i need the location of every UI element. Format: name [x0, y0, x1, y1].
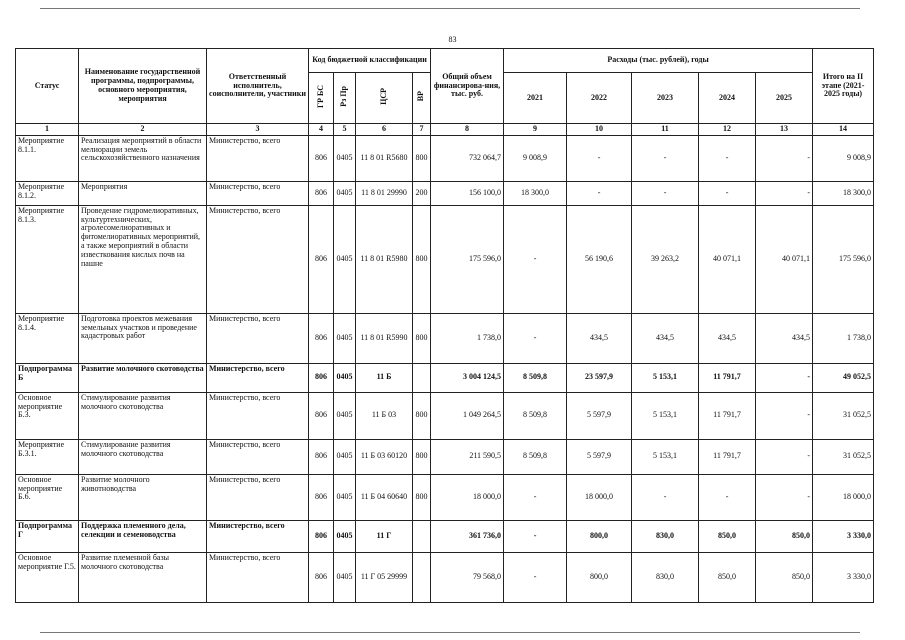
row-rzpr: 0405 [334, 392, 356, 439]
row-year-2022: 800,0 [567, 552, 632, 602]
row-year-2022: 5 597,9 [567, 392, 632, 439]
table-row [16, 135, 874, 181]
table-row [16, 363, 874, 392]
row-csr: 11 8 01 R5680 [356, 135, 413, 181]
row-year-2022: 56 190,6 [567, 205, 632, 313]
row-year-2022: 434,5 [567, 313, 632, 363]
row-rzpr: 0405 [334, 313, 356, 363]
header-grbs: ГР БС [315, 85, 325, 109]
row-year-2021: 9 008,9 [504, 135, 567, 181]
row-rzpr: 0405 [334, 135, 356, 181]
row-vr: 800 [413, 439, 431, 474]
header-year-2025: 2025 [756, 73, 813, 124]
row-name: Стимулирование развития молочного скотоводства [79, 392, 207, 439]
bottom-edge-line [40, 632, 860, 633]
header-stage-total: Итого на II этапе (2021-2025 годы) [813, 49, 874, 124]
row-vr: 800 [413, 135, 431, 181]
budget-table [15, 48, 874, 603]
row-responsible: Министерство, всего [207, 392, 309, 439]
row-vr [413, 520, 431, 552]
header-csr: ЦСР [378, 88, 388, 106]
row-rzpr: 0405 [334, 474, 356, 520]
row-name: Развитие племенной базы молочного скотоводства [79, 552, 207, 602]
row-csr: 11 8 01 R5980 [356, 205, 413, 313]
row-year-2023: 5 153,1 [632, 439, 699, 474]
row-year-2025: 850,0 [756, 520, 813, 552]
row-total: 211 590,5 [431, 439, 504, 474]
row-responsible: Министерство, всего [207, 313, 309, 363]
row-vr: 800 [413, 474, 431, 520]
row-year-2023: 830,0 [632, 520, 699, 552]
row-year-2021: - [504, 313, 567, 363]
row-stage-total: 31 052,5 [813, 439, 874, 474]
row-grbs: 806 [309, 439, 334, 474]
row-rzpr: 0405 [334, 205, 356, 313]
column-index: 12 [699, 124, 756, 136]
row-responsible: Министерство, всего [207, 135, 309, 181]
row-status: Мероприятие 8.1.1. [16, 135, 79, 181]
row-csr: 11 Б [356, 363, 413, 392]
row-responsible: Министерство, всего [207, 363, 309, 392]
row-responsible: Министерство, всего [207, 474, 309, 520]
row-grbs: 806 [309, 135, 334, 181]
row-status: Основное мероприятие Г.5. [16, 552, 79, 602]
row-year-2021: - [504, 205, 567, 313]
row-year-2024: 434,5 [699, 313, 756, 363]
row-year-2025: - [756, 135, 813, 181]
row-name: Развитие молочного скотоводства [79, 363, 207, 392]
header-grbs-cell [309, 73, 334, 124]
table-row [16, 392, 874, 439]
header-year-2022: 2022 [567, 73, 632, 124]
row-name: Проведение гидромелиоративных, культуртехнических, агролесомелиоративных и фитомелиоративных мероприятий, а также мероприятий в области известкования кислых почв на пашне [79, 205, 207, 313]
row-grbs: 806 [309, 205, 334, 313]
column-index: 6 [356, 124, 413, 136]
row-year-2021: 8 509,8 [504, 363, 567, 392]
row-year-2021: 18 300,0 [504, 181, 567, 205]
row-year-2023: - [632, 181, 699, 205]
row-year-2022: - [567, 181, 632, 205]
row-total: 175 596,0 [431, 205, 504, 313]
row-csr: 11 Г 05 29999 [356, 552, 413, 602]
row-year-2021: 8 509,8 [504, 392, 567, 439]
row-stage-total: 175 596,0 [813, 205, 874, 313]
row-vr [413, 552, 431, 602]
row-year-2024: - [699, 474, 756, 520]
row-name: Подготовка проектов межевания земельных участков и проведение кадастровых работ [79, 313, 207, 363]
row-stage-total: 1 738,0 [813, 313, 874, 363]
row-year-2021: 8 509,8 [504, 439, 567, 474]
row-year-2025: 434,5 [756, 313, 813, 363]
row-year-2024: 11 791,7 [699, 363, 756, 392]
row-grbs: 806 [309, 552, 334, 602]
column-index: 10 [567, 124, 632, 136]
row-year-2023: - [632, 474, 699, 520]
column-index: 13 [756, 124, 813, 136]
row-year-2025: - [756, 392, 813, 439]
column-index: 4 [309, 124, 334, 136]
row-name: Стимулирование развития молочного скотоводства [79, 439, 207, 474]
row-year-2025: - [756, 474, 813, 520]
header-status: Статус [16, 49, 79, 124]
header-vr: ВР [416, 91, 426, 102]
header-rzpr: Рз Пр [339, 86, 349, 107]
row-rzpr: 0405 [334, 181, 356, 205]
row-grbs: 806 [309, 474, 334, 520]
header-year-2021: 2021 [504, 73, 567, 124]
row-csr: 11 Б 04 60640 [356, 474, 413, 520]
row-status: Основное мероприятие Б.3. [16, 392, 79, 439]
column-index: 2 [79, 124, 207, 136]
row-year-2024: 850,0 [699, 520, 756, 552]
page-number: 83 [448, 35, 457, 44]
row-year-2024: - [699, 181, 756, 205]
header-expenses: Расходы (тыс. рублей), годы [504, 49, 813, 73]
row-year-2024: - [699, 135, 756, 181]
row-stage-total: 3 330,0 [813, 552, 874, 602]
row-vr [413, 363, 431, 392]
row-vr: 800 [413, 205, 431, 313]
table-body [16, 135, 874, 602]
row-status: Мероприятие 8.1.2. [16, 181, 79, 205]
row-responsible: Министерство, всего [207, 181, 309, 205]
column-index: 14 [813, 124, 874, 136]
row-year-2021: - [504, 474, 567, 520]
column-index: 7 [413, 124, 431, 136]
row-grbs: 806 [309, 363, 334, 392]
header-total-volume: Общий объем финансирова-ния, тыс. руб. [431, 49, 504, 124]
header-vr-cell [413, 73, 431, 124]
row-grbs: 806 [309, 181, 334, 205]
row-csr: 11 Г [356, 520, 413, 552]
row-year-2024: 11 791,7 [699, 392, 756, 439]
row-responsible: Министерство, всего [207, 205, 309, 313]
row-year-2021: - [504, 552, 567, 602]
row-grbs: 806 [309, 313, 334, 363]
table-row [16, 313, 874, 363]
row-grbs: 806 [309, 392, 334, 439]
row-year-2023: 830,0 [632, 552, 699, 602]
row-year-2023: 434,5 [632, 313, 699, 363]
row-year-2022: - [567, 135, 632, 181]
row-csr: 11 Б 03 [356, 392, 413, 439]
header-rzpr-cell [334, 73, 356, 124]
header-responsible: Ответственный исполнитель, соисполнители, участники [207, 49, 309, 124]
row-name: Реализация мероприятий в области мелиорации земель сельскохозяйственного назначения [79, 135, 207, 181]
column-index: 9 [504, 124, 567, 136]
row-total: 361 736,0 [431, 520, 504, 552]
row-stage-total: 31 052,5 [813, 392, 874, 439]
row-status: Подпрограмма Б [16, 363, 79, 392]
row-rzpr: 0405 [334, 439, 356, 474]
row-status: Мероприятие 8.1.4. [16, 313, 79, 363]
row-grbs: 806 [309, 520, 334, 552]
row-year-2022: 23 597,9 [567, 363, 632, 392]
row-year-2022: 800,0 [567, 520, 632, 552]
header-year-2023: 2023 [632, 73, 699, 124]
row-year-2023: 5 153,1 [632, 392, 699, 439]
row-status: Мероприятие Б.3.1. [16, 439, 79, 474]
row-year-2024: 11 791,7 [699, 439, 756, 474]
row-total: 79 568,0 [431, 552, 504, 602]
row-responsible: Министерство, всего [207, 552, 309, 602]
table-row [16, 439, 874, 474]
row-year-2024: 40 071,1 [699, 205, 756, 313]
row-csr: 11 Б 03 60120 [356, 439, 413, 474]
row-vr: 800 [413, 392, 431, 439]
column-index: 5 [334, 124, 356, 136]
row-stage-total: 49 052,5 [813, 363, 874, 392]
row-year-2021: - [504, 520, 567, 552]
row-year-2025: 850,0 [756, 552, 813, 602]
row-year-2025: - [756, 181, 813, 205]
row-total: 3 004 124,5 [431, 363, 504, 392]
row-vr: 200 [413, 181, 431, 205]
column-index: 8 [431, 124, 504, 136]
header-name: Наименование государственной программы, подпрограммы, основного мероприятия, мероприятия [79, 49, 207, 124]
table-row [16, 474, 874, 520]
row-year-2025: 40 071,1 [756, 205, 813, 313]
row-year-2024: 850,0 [699, 552, 756, 602]
row-vr: 800 [413, 313, 431, 363]
row-responsible: Министерство, всего [207, 520, 309, 552]
header-csr-cell [356, 73, 413, 124]
row-stage-total: 9 008,9 [813, 135, 874, 181]
row-stage-total: 3 330,0 [813, 520, 874, 552]
row-stage-total: 18 300,0 [813, 181, 874, 205]
row-total: 1 049 264,5 [431, 392, 504, 439]
row-name: Развитие молочного животноводства [79, 474, 207, 520]
column-index: 11 [632, 124, 699, 136]
table-row [16, 520, 874, 552]
row-year-2023: 39 263,2 [632, 205, 699, 313]
header-year-2024: 2024 [699, 73, 756, 124]
row-year-2023: 5 153,1 [632, 363, 699, 392]
row-year-2022: 5 597,9 [567, 439, 632, 474]
row-name: Мероприятия [79, 181, 207, 205]
row-csr: 11 8 01 R5990 [356, 313, 413, 363]
top-edge-line [40, 8, 860, 9]
table-row [16, 552, 874, 602]
row-status: Мероприятие 8.1.3. [16, 205, 79, 313]
row-year-2023: - [632, 135, 699, 181]
row-name: Поддержка племенного дела, селекции и семеноводства [79, 520, 207, 552]
column-index-row [16, 124, 874, 136]
row-rzpr: 0405 [334, 520, 356, 552]
column-index: 1 [16, 124, 79, 136]
table-row [16, 181, 874, 205]
row-year-2022: 18 000,0 [567, 474, 632, 520]
row-stage-total: 18 000,0 [813, 474, 874, 520]
header-row-top [16, 49, 874, 73]
row-year-2025: - [756, 363, 813, 392]
table-row [16, 205, 874, 313]
header-budget-code: Код бюджетной классификации [309, 49, 431, 73]
row-status: Основное мероприятие Б.6. [16, 474, 79, 520]
row-total: 1 738,0 [431, 313, 504, 363]
row-total: 18 000,0 [431, 474, 504, 520]
row-total: 732 064,7 [431, 135, 504, 181]
row-total: 156 100,0 [431, 181, 504, 205]
row-rzpr: 0405 [334, 552, 356, 602]
column-index: 3 [207, 124, 309, 136]
row-responsible: Министерство, всего [207, 439, 309, 474]
row-csr: 11 8 01 29990 [356, 181, 413, 205]
row-status: Подпрограмма Г [16, 520, 79, 552]
row-year-2025: - [756, 439, 813, 474]
row-rzpr: 0405 [334, 363, 356, 392]
